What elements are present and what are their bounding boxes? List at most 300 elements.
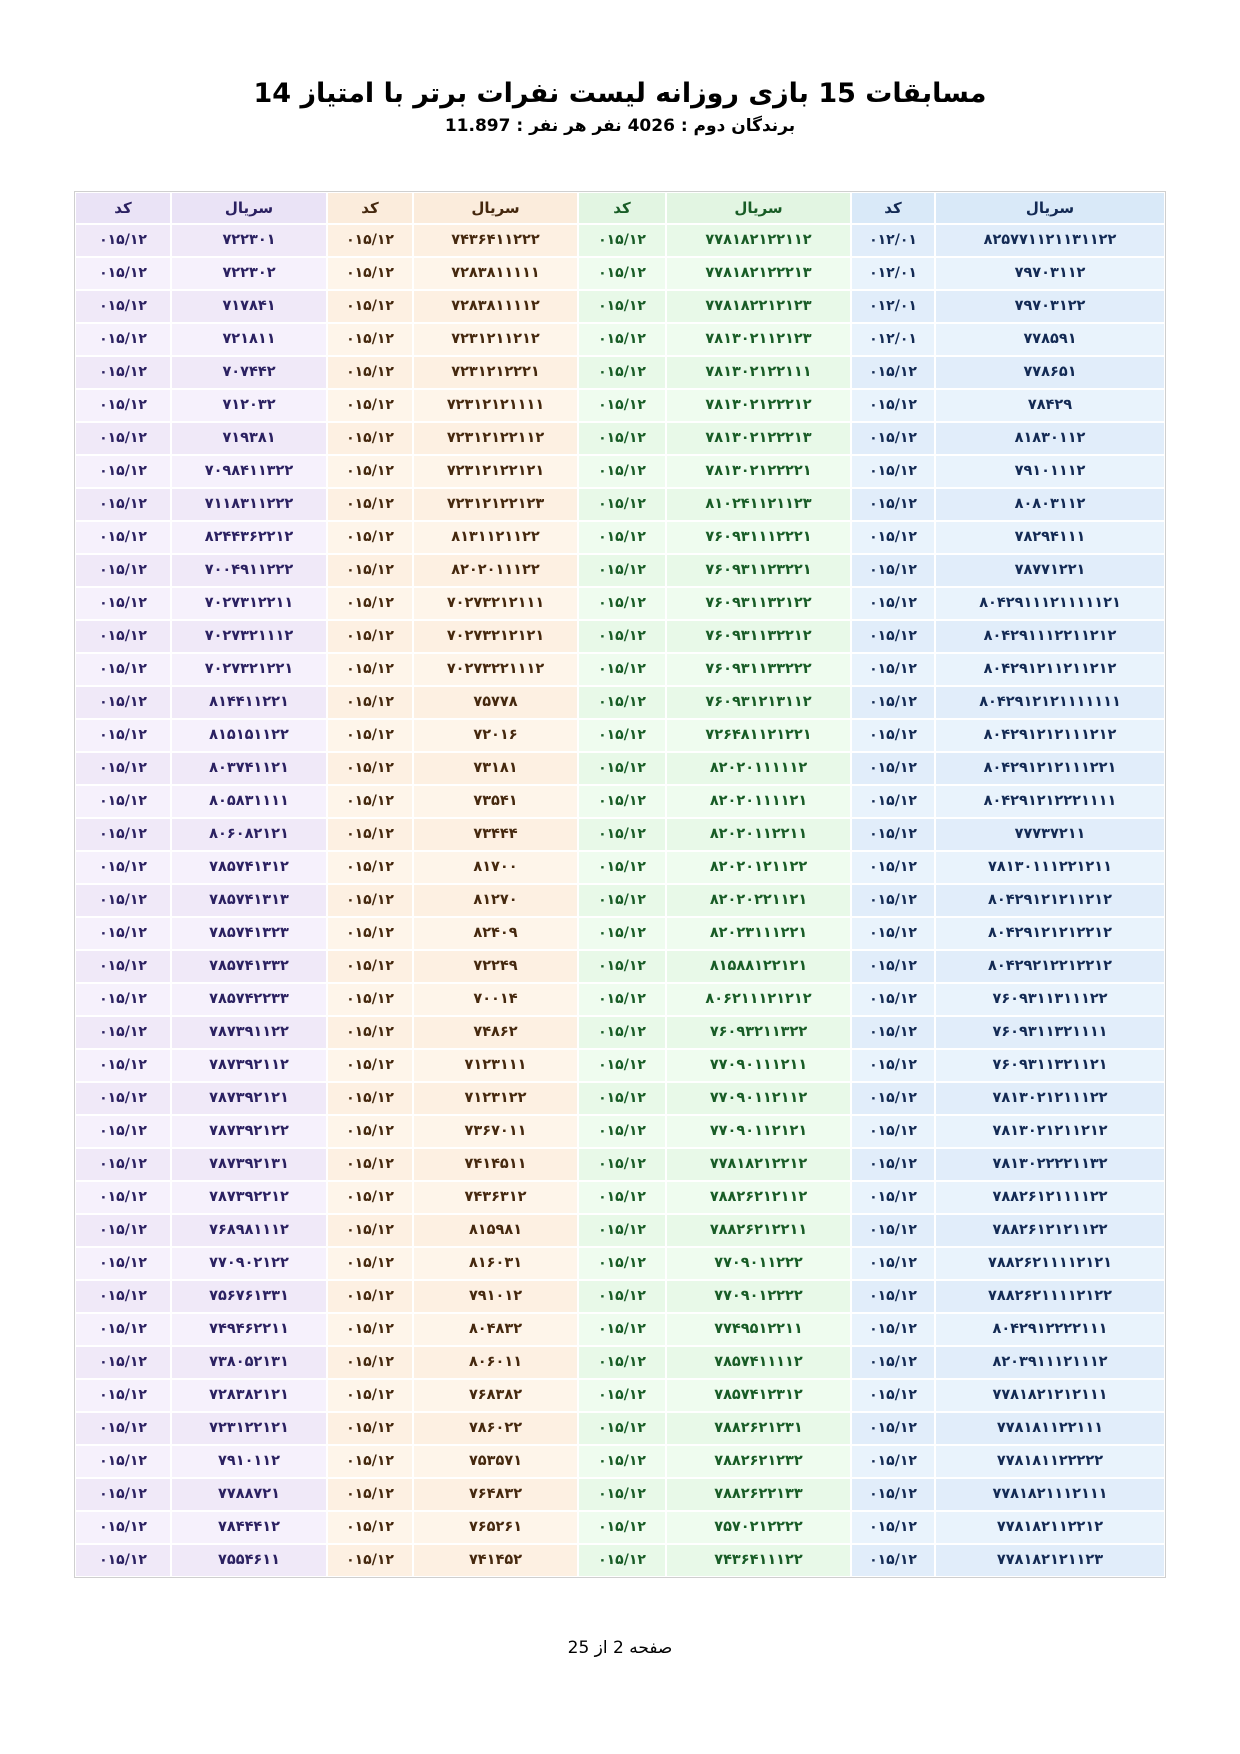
serial-cell: ۷۸۷۳۹۲۱۳۱ <box>171 1148 327 1181</box>
code-cell: ۰۱۵/۱۲ <box>851 1148 935 1181</box>
code-cell: ۰۱۵/۱۲ <box>75 1181 171 1214</box>
serial-cell: ۷۶۰۹۳۱۱۲۳۲۲۱ <box>666 554 851 587</box>
serial-cell: ۷۲۳۱۲۲۱۲۱ <box>171 1412 327 1445</box>
serial-cell: ۷۸۴۴۴۱۲ <box>171 1511 327 1544</box>
serial-cell: ۷۸۱۳۰۲۱۱۲۱۲۳ <box>666 323 851 356</box>
code-cell: ۰۱۵/۱۲ <box>578 719 666 752</box>
code-cell: ۰۱۵/۱۲ <box>75 1016 171 1049</box>
serial-cell: ۸۰۴۸۳۲ <box>413 1313 578 1346</box>
serial-cell: ۷۷۰۹۰۲۱۲۲ <box>171 1247 327 1280</box>
code-cell: ۰۱۵/۱۲ <box>327 884 413 917</box>
serial-cell: ۸۲۰۳۹۱۱۱۲۱۱۱۲ <box>935 1346 1165 1379</box>
code-cell: ۰۱۵/۱۲ <box>75 1445 171 1478</box>
serial-cell: ۷۷۸۸۷۲۱ <box>171 1478 327 1511</box>
serial-cell: ۸۱۸۳۰۱۱۲ <box>935 422 1165 455</box>
code-cell: ۰۱۵/۱۲ <box>578 1148 666 1181</box>
page-number: صفحه 2 از 25 <box>567 1638 673 1658</box>
serial-cell: ۸۲۴۴۳۶۲۲۱۲ <box>171 521 327 554</box>
code-cell: ۰۱۵/۱۲ <box>327 1379 413 1412</box>
serial-cell: ۷۶۰۹۳۱۲۱۳۱۱۲ <box>666 686 851 719</box>
serial-cell: ۷۶۰۹۳۲۱۱۳۲۲ <box>666 1016 851 1049</box>
code-cell: ۰۱۵/۱۲ <box>327 587 413 620</box>
code-cell: ۰۱۵/۱۲ <box>327 752 413 785</box>
serial-cell: ۷۸۸۲۶۲۱۲۳۱ <box>666 1412 851 1445</box>
code-cell: ۰۱۵/۱۲ <box>578 1544 666 1577</box>
column-header-code-purple: کد <box>75 192 171 224</box>
code-cell: ۰۱۵/۱۲ <box>75 983 171 1016</box>
code-cell: ۰۱۵/۱۲ <box>578 1247 666 1280</box>
code-cell: ۰۱۵/۱۲ <box>578 389 666 422</box>
serial-cell: ۷۷۸۱۸۲۱۲۱۲۱۱۱ <box>935 1379 1165 1412</box>
serial-cell: ۷۰۹۸۴۱۱۳۲۲ <box>171 455 327 488</box>
code-cell: ۰۱۵/۱۲ <box>578 455 666 488</box>
code-cell: ۰۱۵/۱۲ <box>851 1214 935 1247</box>
serial-cell: ۸۰۴۲۹۱۲۱۲۱۱۱۱۱۱۱ <box>935 686 1165 719</box>
serial-cell: ۷۰۲۷۳۲۱۲۲۱ <box>171 653 327 686</box>
page-subtitle: برندگان دوم : 4026 نفر هر نفر : 11.897 <box>444 116 796 136</box>
serial-cell: ۸۱۲۷۰ <box>413 884 578 917</box>
serial-cell: ۷۲۰۱۶ <box>413 719 578 752</box>
serial-cell: ۸۰۳۷۴۱۱۲۱ <box>171 752 327 785</box>
serial-cell: ۷۸۷۳۹۲۱۱۲ <box>171 1049 327 1082</box>
code-cell: ۰۱۵/۱۲ <box>327 488 413 521</box>
code-cell: ۰۱۵/۱۲ <box>327 1544 413 1577</box>
serial-cell: ۸۰۴۲۹۱۲۱۲۱۲۲۱۲ <box>935 917 1165 950</box>
code-cell: ۰۱۵/۱۲ <box>75 422 171 455</box>
code-cell: ۰۱۵/۱۲ <box>75 521 171 554</box>
code-cell: ۰۱۵/۱۲ <box>578 1214 666 1247</box>
code-cell: ۰۱۵/۱۲ <box>578 752 666 785</box>
code-cell: ۰۱۵/۱۲ <box>327 1478 413 1511</box>
code-cell: ۰۱۵/۱۲ <box>851 488 935 521</box>
code-cell: ۰۱۵/۱۲ <box>578 1115 666 1148</box>
code-cell: ۰۱۵/۱۲ <box>578 917 666 950</box>
code-cell: ۰۱۵/۱۲ <box>327 1280 413 1313</box>
serial-cell: ۷۸۷۷۱۲۲۱ <box>935 554 1165 587</box>
serial-cell: ۷۷۰۹۰۱۱۱۲۱۱ <box>666 1049 851 1082</box>
serial-cell: ۷۶۰۹۳۱۱۳۲۱۱۲۱ <box>935 1049 1165 1082</box>
code-cell: ۰۱۵/۱۲ <box>578 1313 666 1346</box>
serial-cell: ۷۷۸۱۸۲۱۱۱۲۱۱۱ <box>935 1478 1165 1511</box>
code-cell: ۰۱۵/۱۲ <box>851 389 935 422</box>
code-cell: ۰۱۵/۱۲ <box>578 488 666 521</box>
code-cell: ۰۱۵/۱۲ <box>851 917 935 950</box>
code-cell: ۰۱۵/۱۲ <box>851 1181 935 1214</box>
code-cell: ۰۱۵/۱۲ <box>851 455 935 488</box>
serial-cell: ۷۳۱۸۱ <box>413 752 578 785</box>
code-cell: ۰۱۵/۱۲ <box>327 1082 413 1115</box>
code-cell: ۰۱۵/۱۲ <box>75 1544 171 1577</box>
serial-cell: ۷۳۸۰۵۲۱۳۱ <box>171 1346 327 1379</box>
serial-cell: ۷۶۸۹۸۱۱۱۲ <box>171 1214 327 1247</box>
serial-cell: ۸۰۴۲۹۱۱۱۲۱۱۱۱۱۲۱ <box>935 587 1165 620</box>
code-cell: ۰۱۵/۱۲ <box>578 1412 666 1445</box>
serial-cell: ۸۰۴۲۹۱۲۱۲۱۱۲۱۲ <box>935 884 1165 917</box>
code-cell: ۰۱۵/۱۲ <box>851 983 935 1016</box>
serial-cell: ۷۸۵۷۴۱۱۱۱۲ <box>666 1346 851 1379</box>
serial-cell: ۷۸۸۲۶۲۱۱۱۱۲۱۲۱ <box>935 1247 1165 1280</box>
code-cell: ۰۱۵/۱۲ <box>75 884 171 917</box>
serial-cell: ۷۸۵۷۴۱۲۳۱۲ <box>666 1379 851 1412</box>
code-cell: ۰۱۵/۱۲ <box>327 950 413 983</box>
code-cell: ۰۱۵/۱۲ <box>75 1214 171 1247</box>
serial-cell: ۷۴۹۴۶۲۲۱۱ <box>171 1313 327 1346</box>
serial-cell: ۸۱۴۴۱۱۲۲۱ <box>171 686 327 719</box>
code-cell: ۰۱۵/۱۲ <box>75 851 171 884</box>
code-cell: ۰۱۵/۱۲ <box>578 1082 666 1115</box>
serial-cell: ۷۲۳۱۲۱۲۲۱۱۲ <box>413 422 578 455</box>
serial-cell: ۷۱۹۳۸۱ <box>171 422 327 455</box>
serial-cell: ۷۸۲۹۴۱۱۱ <box>935 521 1165 554</box>
code-cell: ۰۱۵/۱۲ <box>75 224 171 257</box>
serial-cell: ۸۱۵۹۸۱ <box>413 1214 578 1247</box>
serial-cell: ۷۲۸۳۸۱۱۱۱۱ <box>413 257 578 290</box>
code-cell: ۰۱۵/۱۲ <box>75 389 171 422</box>
code-cell: ۰۱۵/۱۲ <box>75 1049 171 1082</box>
serial-cell: ۷۲۱۸۱۱ <box>171 323 327 356</box>
serial-cell: ۷۲۳۱۲۱۲۲۲۱ <box>413 356 578 389</box>
serial-cell: ۷۹۱۰۱۱۲ <box>171 1445 327 1478</box>
code-cell: ۰۱۵/۱۲ <box>851 1280 935 1313</box>
serial-cell: ۸۰۴۲۹۱۲۱۲۲۲۱۱۱۱ <box>935 785 1165 818</box>
serial-cell: ۷۷۸۶۵۱ <box>935 356 1165 389</box>
serial-cell: ۷۸۷۳۹۲۲۱۲ <box>171 1181 327 1214</box>
serial-cell: ۷۳۵۴۱ <box>413 785 578 818</box>
code-cell: ۰۱۵/۱۲ <box>327 1115 413 1148</box>
code-cell: ۰۱۵/۱۲ <box>578 620 666 653</box>
serial-cell: ۸۰۶۰۸۲۱۲۱ <box>171 818 327 851</box>
serial-cell: ۷۱۲۰۳۲ <box>171 389 327 422</box>
code-cell: ۰۱۵/۱۲ <box>75 686 171 719</box>
serial-cell: ۷۲۶۴۸۱۱۲۱۲۲۱ <box>666 719 851 752</box>
serial-cell: ۸۰۴۲۹۱۲۱۲۱۱۱۲۲۱ <box>935 752 1165 785</box>
code-cell: ۰۱۵/۱۲ <box>851 1346 935 1379</box>
code-cell: ۰۱۵/۱۲ <box>851 851 935 884</box>
serial-cell: ۸۲۰۲۰۱۱۲۲۱۱ <box>666 818 851 851</box>
serial-cell: ۷۸۱۳۰۲۱۲۲۲۱۳ <box>666 422 851 455</box>
code-cell: ۰۱۵/۱۲ <box>327 1346 413 1379</box>
code-cell: ۰۱۵/۱۲ <box>327 1181 413 1214</box>
serial-cell: ۷۷۸۱۸۲۱۲۱۱۲۳ <box>935 1544 1165 1577</box>
code-cell: ۰۱۵/۱۲ <box>75 752 171 785</box>
code-cell: ۰۱۵/۱۲ <box>327 323 413 356</box>
serial-cell: ۷۶۰۹۳۱۱۱۲۲۲۱ <box>666 521 851 554</box>
code-cell: ۰۱۵/۱۲ <box>75 719 171 752</box>
serial-cell: ۷۶۰۹۳۱۱۳۲۱۲۲ <box>666 587 851 620</box>
code-cell: ۰۱۵/۱۲ <box>75 620 171 653</box>
code-cell: ۰۱۵/۱۲ <box>851 1478 935 1511</box>
serial-cell: ۷۵۷۰۲۱۲۲۲۲ <box>666 1511 851 1544</box>
serial-cell: ۷۲۲۳۰۱ <box>171 224 327 257</box>
code-cell: ۰۱۵/۱۲ <box>327 785 413 818</box>
code-cell: ۰۱۵/۱۲ <box>578 554 666 587</box>
code-cell: ۰۱۵/۱۲ <box>327 1313 413 1346</box>
code-cell: ۰۱۵/۱۲ <box>851 1115 935 1148</box>
code-cell: ۰۱۵/۱۲ <box>327 1445 413 1478</box>
code-cell: ۰۱۵/۱۲ <box>327 422 413 455</box>
serial-cell: ۷۴۸۶۲ <box>413 1016 578 1049</box>
code-cell: ۰۱۵/۱۲ <box>75 554 171 587</box>
serial-cell: ۷۱۲۳۱۱۱ <box>413 1049 578 1082</box>
code-cell: ۰۱۵/۱۲ <box>578 521 666 554</box>
serial-cell: ۸۲۰۲۳۱۱۱۲۲۱ <box>666 917 851 950</box>
code-cell: ۰۱۵/۱۲ <box>327 818 413 851</box>
serial-cell: ۷۳۶۷۰۱۱ <box>413 1115 578 1148</box>
serial-cell: ۷۲۲۳۰۲ <box>171 257 327 290</box>
serial-cell: ۷۹۱۰۱۲ <box>413 1280 578 1313</box>
serial-cell: ۸۰۴۲۹۱۲۱۱۲۱۱۲۱۲ <box>935 653 1165 686</box>
serial-cell: ۷۲۸۳۸۲۱۲۱ <box>171 1379 327 1412</box>
code-cell: ۰۱۵/۱۲ <box>578 290 666 323</box>
column-header-serial-green: سریال <box>666 192 851 224</box>
code-cell: ۰۱۵/۱۲ <box>327 290 413 323</box>
code-cell: ۰۱۵/۱۲ <box>75 1247 171 1280</box>
column-header-code-blue: کد <box>851 192 935 224</box>
serial-cell: ۷۶۰۹۳۱۱۳۲۱۱۱۱ <box>935 1016 1165 1049</box>
code-cell: ۰۱۵/۱۲ <box>327 224 413 257</box>
code-cell: ۰۱۵/۱۲ <box>851 521 935 554</box>
serial-cell: ۷۸۵۷۴۱۳۱۲ <box>171 851 327 884</box>
serial-cell: ۷۸۸۲۶۲۱۲۳۲ <box>666 1445 851 1478</box>
code-cell: ۰۱۵/۱۲ <box>578 950 666 983</box>
code-cell: ۰۱۵/۱۲ <box>578 884 666 917</box>
code-cell: ۰۱۵/۱۲ <box>851 719 935 752</box>
serial-cell: ۷۷۸۵۹۱ <box>935 323 1165 356</box>
code-cell: ۰۱۵/۱۲ <box>851 1049 935 1082</box>
code-cell: ۰۱۵/۱۲ <box>851 653 935 686</box>
code-cell: ۰۱۵/۱۲ <box>578 1511 666 1544</box>
serial-cell: ۷۷۸۱۸۲۱۲۲۲۱۳ <box>666 257 851 290</box>
serial-cell: ۷۰۲۷۳۲۱۱۱۲ <box>171 620 327 653</box>
serial-cell: ۷۸۱۳۰۲۲۲۲۱۱۳۲ <box>935 1148 1165 1181</box>
code-cell: ۰۱۵/۱۲ <box>851 1511 935 1544</box>
code-cell: ۰۱۵/۱۲ <box>327 653 413 686</box>
code-cell: ۰۱۵/۱۲ <box>75 257 171 290</box>
serial-cell: ۸۲۰۲۰۱۱۱۲۲ <box>413 554 578 587</box>
code-cell: ۰۱۵/۱۲ <box>578 422 666 455</box>
code-cell: ۰۱۵/۱۲ <box>327 455 413 488</box>
serial-cell: ۷۲۳۱۲۱۲۲۱۲۱ <box>413 455 578 488</box>
code-cell: ۰۱۵/۱۲ <box>578 785 666 818</box>
serial-cell: ۸۰۴۲۹۱۲۱۲۱۱۱۲۱۲ <box>935 719 1165 752</box>
serial-cell: ۷۷۸۱۸۲۱۲۲۱۲ <box>666 1148 851 1181</box>
code-cell: ۰۱۵/۱۲ <box>327 1412 413 1445</box>
code-cell: ۰۱۵/۱۲ <box>578 1346 666 1379</box>
code-cell: ۰۱۵/۱۲ <box>851 1445 935 1478</box>
serial-cell: ۸۲۰۲۰۱۱۱۱۲۱ <box>666 785 851 818</box>
serial-cell: ۸۲۰۲۰۲۲۱۱۲۱ <box>666 884 851 917</box>
serial-cell: ۷۷۴۹۵۱۲۲۱۱ <box>666 1313 851 1346</box>
code-cell: ۰۱۵/۱۲ <box>851 356 935 389</box>
serial-cell: ۷۴۳۶۳۱۲ <box>413 1181 578 1214</box>
code-cell: ۰۱۵/۱۲ <box>578 1016 666 1049</box>
code-cell: ۰۱۵/۱۲ <box>75 488 171 521</box>
serial-cell: ۷۰۰۱۴ <box>413 983 578 1016</box>
serial-cell: ۸۰۴۲۹۱۱۱۲۲۱۱۲۱۲ <box>935 620 1165 653</box>
serial-cell: ۸۰۴۲۹۲۱۲۲۱۲۲۱۲ <box>935 950 1165 983</box>
serial-cell: ۷۹۷۰۳۱۱۲ <box>935 257 1165 290</box>
serial-cell: ۷۴۳۶۴۱۱۲۲۲ <box>413 224 578 257</box>
code-cell: ۰۱۵/۱۲ <box>327 1214 413 1247</box>
code-cell: ۰۱۵/۱۲ <box>327 257 413 290</box>
serial-cell: ۷۶۰۹۳۱۱۳۱۱۱۲۲ <box>935 983 1165 1016</box>
code-cell: ۰۱۵/۱۲ <box>75 1115 171 1148</box>
code-cell: ۰۱۵/۱۲ <box>851 1082 935 1115</box>
serial-cell: ۷۶۵۲۶۱ <box>413 1511 578 1544</box>
code-cell: ۰۱۵/۱۲ <box>851 1016 935 1049</box>
code-cell: ۰۱۲/۰۱ <box>851 290 935 323</box>
serial-cell: ۷۸۷۳۹۲۱۲۲ <box>171 1115 327 1148</box>
column-header-serial-orange: سریال <box>413 192 578 224</box>
code-cell: ۰۱۵/۱۲ <box>578 653 666 686</box>
serial-cell: ۷۲۳۱۲۱۲۱۱۱۱ <box>413 389 578 422</box>
serial-cell: ۸۰۴۲۹۱۲۲۲۲۱۱۱ <box>935 1313 1165 1346</box>
code-cell: ۰۱۵/۱۲ <box>578 587 666 620</box>
serial-cell: ۷۷۸۱۸۲۱۱۲۲۱۲ <box>935 1511 1165 1544</box>
serial-cell: ۷۸۸۲۶۱۲۱۱۱۱۲۲ <box>935 1181 1165 1214</box>
code-cell: ۰۱۵/۱۲ <box>578 851 666 884</box>
serial-cell: ۸۲۰۲۰۱۲۱۱۲۲ <box>666 851 851 884</box>
serial-cell: ۷۲۲۴۹ <box>413 950 578 983</box>
serial-cell: ۷۴۱۴۵۱۱ <box>413 1148 578 1181</box>
serial-cell: ۷۷۰۹۰۱۱۲۱۱۲ <box>666 1082 851 1115</box>
code-cell: ۰۱۵/۱۲ <box>578 1478 666 1511</box>
serial-cell: ۷۸۶۰۲۲ <box>413 1412 578 1445</box>
code-cell: ۰۱۵/۱۲ <box>327 1148 413 1181</box>
serial-cell: ۷۰۲۷۳۲۲۱۱۱۲ <box>413 653 578 686</box>
code-cell: ۰۱۵/۱۲ <box>75 1148 171 1181</box>
serial-cell: ۷۷۷۳۷۲۱۱ <box>935 818 1165 851</box>
code-cell: ۰۱۵/۱۲ <box>851 1313 935 1346</box>
code-cell: ۰۱۵/۱۲ <box>578 1379 666 1412</box>
code-cell: ۰۱۵/۱۲ <box>75 455 171 488</box>
serial-cell: ۷۸۸۲۶۲۱۲۲۱۱ <box>666 1214 851 1247</box>
serial-cell: ۷۸۷۳۹۲۱۲۱ <box>171 1082 327 1115</box>
serial-cell: ۷۱۷۸۴۱ <box>171 290 327 323</box>
code-cell: ۰۱۵/۱۲ <box>578 224 666 257</box>
code-cell: ۰۱۵/۱۲ <box>578 356 666 389</box>
serial-cell: ۸۱۳۱۱۲۱۱۲۲ <box>413 521 578 554</box>
serial-cell: ۷۴۱۴۵۲ <box>413 1544 578 1577</box>
serial-cell: ۷۷۰۹۰۱۲۲۲۲ <box>666 1280 851 1313</box>
code-cell: ۰۱۵/۱۲ <box>578 257 666 290</box>
serial-cell: ۷۸۱۳۰۲۱۲۲۲۱۲ <box>666 389 851 422</box>
serial-cell: ۷۲۳۱۲۱۲۲۱۲۳ <box>413 488 578 521</box>
column-header-serial-purple: سریال <box>171 192 327 224</box>
code-cell: ۰۱۵/۱۲ <box>578 1049 666 1082</box>
serial-cell: ۷۴۳۶۴۱۱۱۲۲ <box>666 1544 851 1577</box>
serial-cell: ۷۷۸۱۸۲۱۲۲۱۱۲ <box>666 224 851 257</box>
code-cell: ۰۱۵/۱۲ <box>851 884 935 917</box>
code-cell: ۰۱۵/۱۲ <box>851 950 935 983</box>
code-cell: ۰۱۲/۰۱ <box>851 224 935 257</box>
serial-cell: ۷۱۲۳۱۲۲ <box>413 1082 578 1115</box>
code-cell: ۰۱۵/۱۲ <box>578 323 666 356</box>
serial-cell: ۷۸۵۷۴۲۲۳۳ <box>171 983 327 1016</box>
serial-cell: ۷۷۰۹۰۱۱۲۱۲۱ <box>666 1115 851 1148</box>
serial-cell: ۷۹۷۰۳۱۲۲ <box>935 290 1165 323</box>
serial-cell: ۷۸۸۲۶۲۱۱۱۱۲۱۲۲ <box>935 1280 1165 1313</box>
code-cell: ۰۱۵/۱۲ <box>578 1181 666 1214</box>
code-cell: ۰۱۵/۱۲ <box>75 653 171 686</box>
code-cell: ۰۱۵/۱۲ <box>578 818 666 851</box>
serial-cell: ۸۱۵۱۵۱۱۲۲ <box>171 719 327 752</box>
serial-cell: ۷۸۸۲۶۲۲۱۳۳ <box>666 1478 851 1511</box>
code-cell: ۰۱۵/۱۲ <box>327 686 413 719</box>
serial-cell: ۷۸۸۲۶۱۲۱۲۱۱۲۲ <box>935 1214 1165 1247</box>
serial-cell: ۷۳۴۴۴ <box>413 818 578 851</box>
code-cell: ۰۱۵/۱۲ <box>75 1346 171 1379</box>
serial-cell: ۸۰۸۰۳۱۱۲ <box>935 488 1165 521</box>
serial-cell: ۷۸۱۳۰۱۱۱۲۲۱۲۱۱ <box>935 851 1165 884</box>
code-cell: ۰۱۵/۱۲ <box>327 521 413 554</box>
code-cell: ۰۱۵/۱۲ <box>75 1280 171 1313</box>
serial-cell: ۷۷۸۱۸۱۱۲۲۲۲۲ <box>935 1445 1165 1478</box>
code-cell: ۰۱۵/۱۲ <box>327 917 413 950</box>
column-header-code-green: کد <box>578 192 666 224</box>
serial-cell: ۷۷۸۱۸۱۱۲۲۱۱۱ <box>935 1412 1165 1445</box>
serial-cell: ۷۲۳۱۲۱۱۲۱۲ <box>413 323 578 356</box>
serial-cell: ۷۵۷۷۸ <box>413 686 578 719</box>
serial-cell: ۷۰۰۴۹۱۱۲۲۲ <box>171 554 327 587</box>
serial-cell: ۷۰۷۴۴۲ <box>171 356 327 389</box>
code-cell: ۰۱۵/۱۲ <box>851 1544 935 1577</box>
code-cell: ۰۱۵/۱۲ <box>578 983 666 1016</box>
code-cell: ۰۱۵/۱۲ <box>578 1280 666 1313</box>
serial-cell: ۷۰۲۷۳۱۲۲۱۱ <box>171 587 327 620</box>
serial-cell: ۷۰۲۷۳۲۱۲۱۲۱ <box>413 620 578 653</box>
serial-cell: ۷۸۸۲۶۲۱۲۱۱۲ <box>666 1181 851 1214</box>
code-cell: ۰۱۵/۱۲ <box>75 950 171 983</box>
serial-cell: ۸۱۰۲۴۱۱۲۱۱۲۳ <box>666 488 851 521</box>
serial-cell: ۸۰۵۸۳۱۱۱۱ <box>171 785 327 818</box>
code-cell: ۰۱۵/۱۲ <box>75 1478 171 1511</box>
code-cell: ۰۱۵/۱۲ <box>327 620 413 653</box>
serial-cell: ۷۸۵۷۴۱۳۲۳ <box>171 917 327 950</box>
code-cell: ۰۱۵/۱۲ <box>851 818 935 851</box>
code-cell: ۰۱۵/۱۲ <box>75 1082 171 1115</box>
code-cell: ۰۱۵/۱۲ <box>851 554 935 587</box>
code-cell: ۰۱۵/۱۲ <box>851 1379 935 1412</box>
code-cell: ۰۱۵/۱۲ <box>851 752 935 785</box>
serial-cell: ۷۰۲۷۳۲۱۲۱۱۱ <box>413 587 578 620</box>
serial-cell: ۸۲۴۰۹ <box>413 917 578 950</box>
serial-cell: ۷۷۸۱۸۲۲۱۲۱۲۳ <box>666 290 851 323</box>
code-cell: ۰۱۵/۱۲ <box>851 620 935 653</box>
code-cell: ۰۱۲/۰۱ <box>851 257 935 290</box>
code-cell: ۰۱۵/۱۲ <box>75 587 171 620</box>
serial-cell: ۷۸۷۳۹۱۱۲۲ <box>171 1016 327 1049</box>
serial-cell: ۷۶۰۹۳۱۱۳۲۲۱۲ <box>666 620 851 653</box>
serial-cell: ۸۲۰۲۰۱۱۱۱۱۲ <box>666 752 851 785</box>
results-table <box>75 192 1165 1577</box>
column-header-code-orange: کد <box>327 192 413 224</box>
code-cell: ۰۱۵/۱۲ <box>327 554 413 587</box>
serial-cell: ۷۶۸۳۸۲ <box>413 1379 578 1412</box>
code-cell: ۰۱۵/۱۲ <box>75 1511 171 1544</box>
serial-cell: ۷۸۱۳۰۲۱۲۱۱۲۱۲ <box>935 1115 1165 1148</box>
code-cell: ۰۱۵/۱۲ <box>327 983 413 1016</box>
code-cell: ۰۱۵/۱۲ <box>327 851 413 884</box>
serial-cell: ۷۱۱۸۳۱۱۲۲۲ <box>171 488 327 521</box>
code-cell: ۰۱۵/۱۲ <box>851 1412 935 1445</box>
code-cell: ۰۱۵/۱۲ <box>851 686 935 719</box>
serial-cell: ۷۸۵۷۴۱۳۳۲ <box>171 950 327 983</box>
serial-cell: ۷۶۰۹۳۱۱۳۳۲۲۲ <box>666 653 851 686</box>
code-cell: ۰۱۵/۱۲ <box>75 323 171 356</box>
serial-cell: ۸۲۵۷۷۱۱۲۱۱۳۱۱۲۲ <box>935 224 1165 257</box>
code-cell: ۰۱۵/۱۲ <box>327 389 413 422</box>
